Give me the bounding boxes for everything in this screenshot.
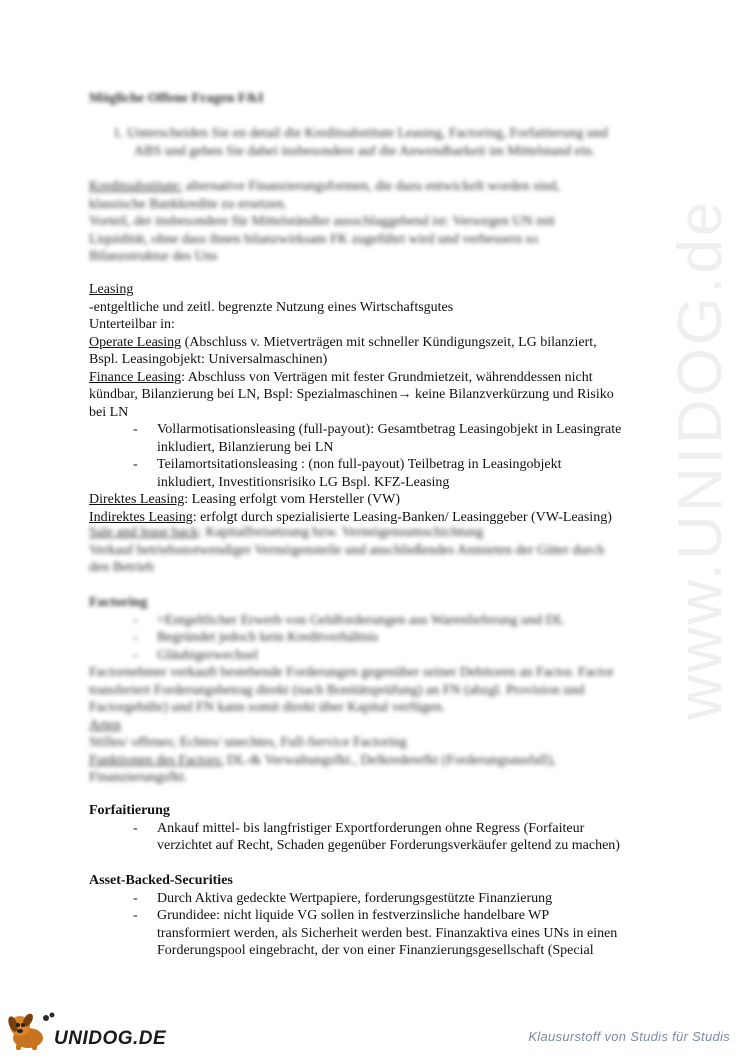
logo-text: UNIDOG.DE <box>54 1028 167 1049</box>
factoring-section: Factoring - =Entgeltlicher Erwerb von Geldforderungen aus Warenlieferung und DL - Begründet jedoch kein Kreditverhältnis - Gläubigerwechsel Factornehmer verkauft bestehende Forderungen gegenüber seiner Debitoren an Factor. Factor transferiert Forderungsbetrag direkt (nach Bonitätsprüfung) an FN (abzgl. Provision und Factorgebühr) und FN kann somit direkt über Kapital verfügen. Arten Stilles/ offenes; Echtes/ unechtes, Full-Service Factoring Funktionen des Factors: DL-& Verwaltungsfkt., Delkrederefkt (Forderungsausfall), Finanzierungsfkt. <box>89 594 669 787</box>
kreditsubstitute-paragraph: Kreditsubstitute: alternative Finanzierungsformen, die dazu entwickelt worden sind, klassische Bankkredite zu ersetzen. Vorteil, der insbesondere für Mittelständler ausschlaggebend ist: Versorgen UN mit Liquidität, ohne dass ihnen bilanzwirksam FK zugeführt wird und verbessern so Bilanzstruktur des Uns <box>89 179 560 264</box>
arrow-icon: → <box>397 387 412 402</box>
list-item: - =Entgeltlicher Erwerb von Geldforderungen aus Warenlieferung und DL <box>133 612 565 628</box>
operate-leasing-label: Operate Leasing <box>89 334 182 350</box>
forfaitierung-section <box>89 802 669 855</box>
abs-section <box>89 872 669 960</box>
forfaitierung-heading: Forfaitierung <box>89 803 170 818</box>
list-item: - Begründet jedoch kein Kreditverhältnis <box>133 630 379 645</box>
blurred-title-block <box>89 90 669 108</box>
list-item: - Vollarmotisationsleasing (full-payout): Gesamtbetrag Leasingobjekt in Leasingrate inkludiert, Bilanzierung bei LN <box>133 422 622 455</box>
list-item: - Teilamortsitationsleasing : (non full-payout) Teilbetrag in Leasingobjekt inkludiert, Investitionsrisiko LG Bspl. KFZ-Leasing <box>133 457 562 490</box>
footer-tagline: Klausurstoff von Studis für Studis <box>528 1029 730 1044</box>
abs-heading: Asset-Backed-Securities <box>89 873 233 888</box>
direktes-leasing-label: Direktes Leasing <box>89 492 185 507</box>
leasing-heading: Leasing <box>89 282 134 297</box>
factoring-heading: Factoring <box>89 595 148 610</box>
sale-lease-back-paragraph: Sale and lease back: Kapitalfreisetzung bzw. Vermögensumschichtung Verkauf betriebsnotwendiger Vermögensteile und anschließendes Anmieten der Güter durch den Betrieb <box>89 525 605 575</box>
list-item: - Gläubigerwechsel <box>133 647 259 663</box>
list-item: - Ankauf mittel- bis langfristiger Exportforderungen ohne Regress (Forfaiteur verzichtet auf Recht, Schaden gegenüber Forderungsverkäufer geltend zu machen) <box>133 820 620 853</box>
watermark-text: www.UNIDOG.de <box>666 198 735 720</box>
question-1: 1. Unterscheiden Sie en detail die Kreditsubstitute Leasing, Factoring, Forfaitierung und ABS und gehen Sie dabei insbesondere auf die Anwendbarkeit im Mittelstand ein. <box>113 126 608 159</box>
document-title: Mögliche Offene Fragen F&I <box>89 91 264 106</box>
list-item: - Durch Aktiva gedeckte Wertpapiere, forderungsgestützte Finanzierung <box>133 890 553 906</box>
unidog-logo <box>6 1010 166 1050</box>
leasing-section: Leasing -entgeltliche und zeitl. begrenzte Nutzung eines Wirtschaftsgutes Unterteilbar in: Operate Leasing (Abschluss v. Mietverträgen mit schneller Kündigungszeit, LG bilanziert, Bspl. Leasingobjekt: Universalmaschinen) Finance Leasing: Abschluss von Verträgen mit fester Grundmietzeit, währenddessen nicht kündbar, Bilanzierung bei LN, Bspl: Spezialmaschinen→ keine Bilanzverkürzung und Risiko bei LN - Vollarmotisationsleasing (full-payout): Gesamtbetrag Leasingobjekt in Leasingrate inkludiert, Bilanzierung bei LN - Teilamortsitationsleasing : (non full-payout) Teilbetrag in Leasingobjekt inkludiert, Investitionsrisiko LG Bspl. KFZ-Leasing Direktes Leasing: Leasing erfolgt vom Hersteller (VW) Indirektes Leasing: erfolgt durch spezialisierte Leasing-Banken/ Leasinggeber (VW-Leasing) <box>89 281 669 526</box>
indirektes-leasing-label: Indirektes Leasing <box>89 509 193 525</box>
finance-leasing-label: Finance Leasing <box>89 369 182 385</box>
list-item: - Grundidee: nicht liquide VG sollen in festverzinsliche handelbare WP transformiert werden, als Sicherheit werden best. Finanzaktiva eines UNs in einen Forderungspool eingebracht, der von einer Finanzierungsgesellschaft (Special <box>133 908 618 958</box>
